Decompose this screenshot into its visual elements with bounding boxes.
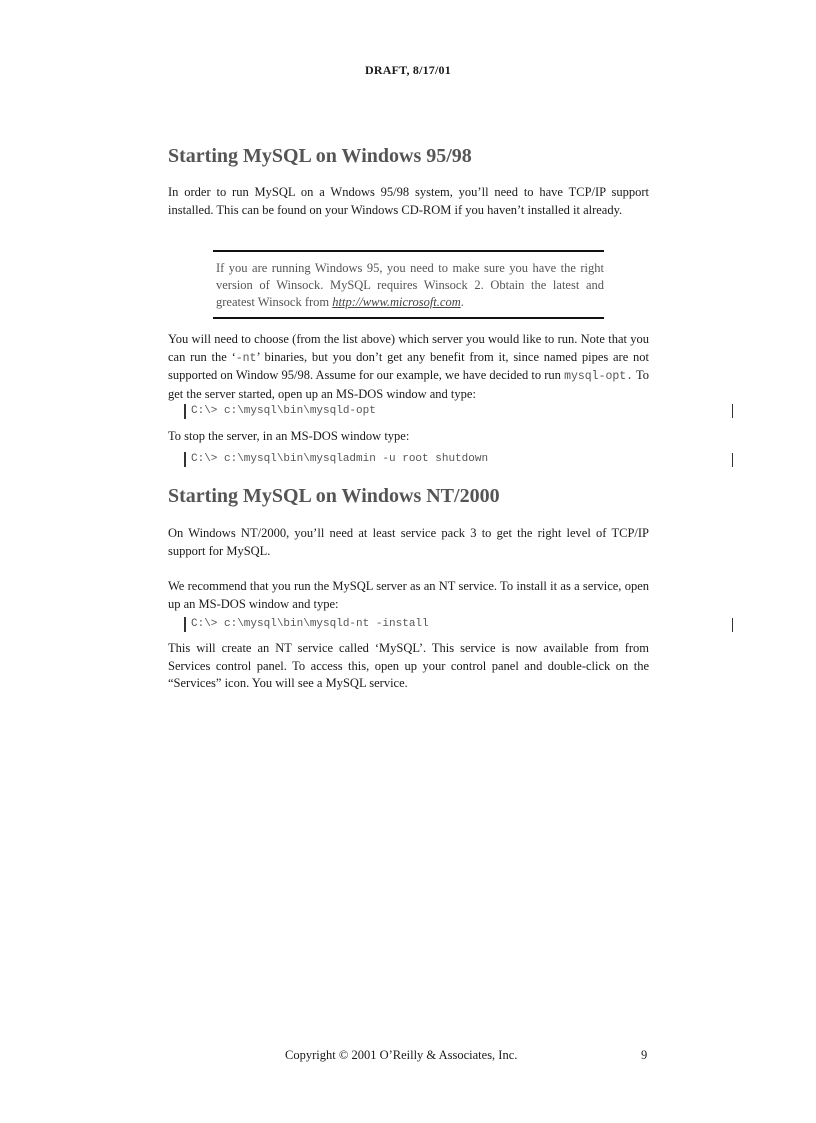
services-paragraph: This will create an NT service called ‘MySQL’. This service is now available from from Services control panel. To access this, open up your control panel and double-click on the “Services” icon. You will see a MySQL service. (168, 641, 649, 690)
copyright-footer: Copyright © 2001 O’Reilly & Associates, Inc. (285, 1048, 518, 1062)
service-pack-paragraph: On Windows NT/2000, you’ll need at least service pack 3 to get the right level of TCP/IP support for MySQL. (168, 526, 649, 558)
server-choice-paragraph: You will need to choose (from the list above) which server you would like to run. Note that you can run the ‘-nt’ binaries, but you don’t get any benefit from it, since named pipes are not supported on Window 95/98. Assume for our example, we have decided to run mysql-opt. To get the server started, open up an MS-DOS window and type: (168, 332, 649, 401)
draft-header: DRAFT, 8/17/01 (365, 63, 451, 77)
code-mysqladmin-shutdown: C:\> c:\mysql\bin\mysqladmin -u root shutdown (184, 452, 488, 467)
stop-server-text: To stop the server, in an MS-DOS window type: (168, 429, 410, 443)
intro-paragraph: In order to run MySQL on a Wndows 95/98 system, you’ll need to have TCP/IP support installed. This can be found on your Windows CD-ROM if you haven’t installed it already. (168, 185, 649, 217)
change-bar (732, 453, 733, 467)
note-end: . (460, 295, 464, 309)
change-bar (732, 404, 733, 418)
nt-service-paragraph: We recommend that you run the MySQL server as an NT service. To install it as a service, open up an MS-DOS window and type: (168, 579, 649, 611)
page-number: 9 (641, 1048, 648, 1062)
opt-inline-code: mysql-opt. (564, 370, 634, 383)
section-title-windows-nt-2000: Starting MySQL on Windows NT/2000 (168, 485, 500, 507)
winsock-note (213, 250, 604, 319)
change-bar (732, 618, 733, 632)
code-mysqld-opt: C:\> c:\mysql\bin\mysqld-opt (184, 404, 376, 419)
section-title-windows-95-98: Starting MySQL on Windows 95/98 (168, 145, 472, 167)
note-text: If you are running Windows 95, you need to make sure you have the right version of Winsock. MySQL requires Winsock 2. Obtain the latest and greatest Winsock from (216, 261, 604, 309)
code-mysqld-nt-install: C:\> c:\mysql\bin\mysqld-nt -install (184, 617, 429, 632)
nt-inline-code: -nt (235, 351, 257, 365)
microsoft-link[interactable]: http://www.microsoft.com (332, 295, 461, 309)
